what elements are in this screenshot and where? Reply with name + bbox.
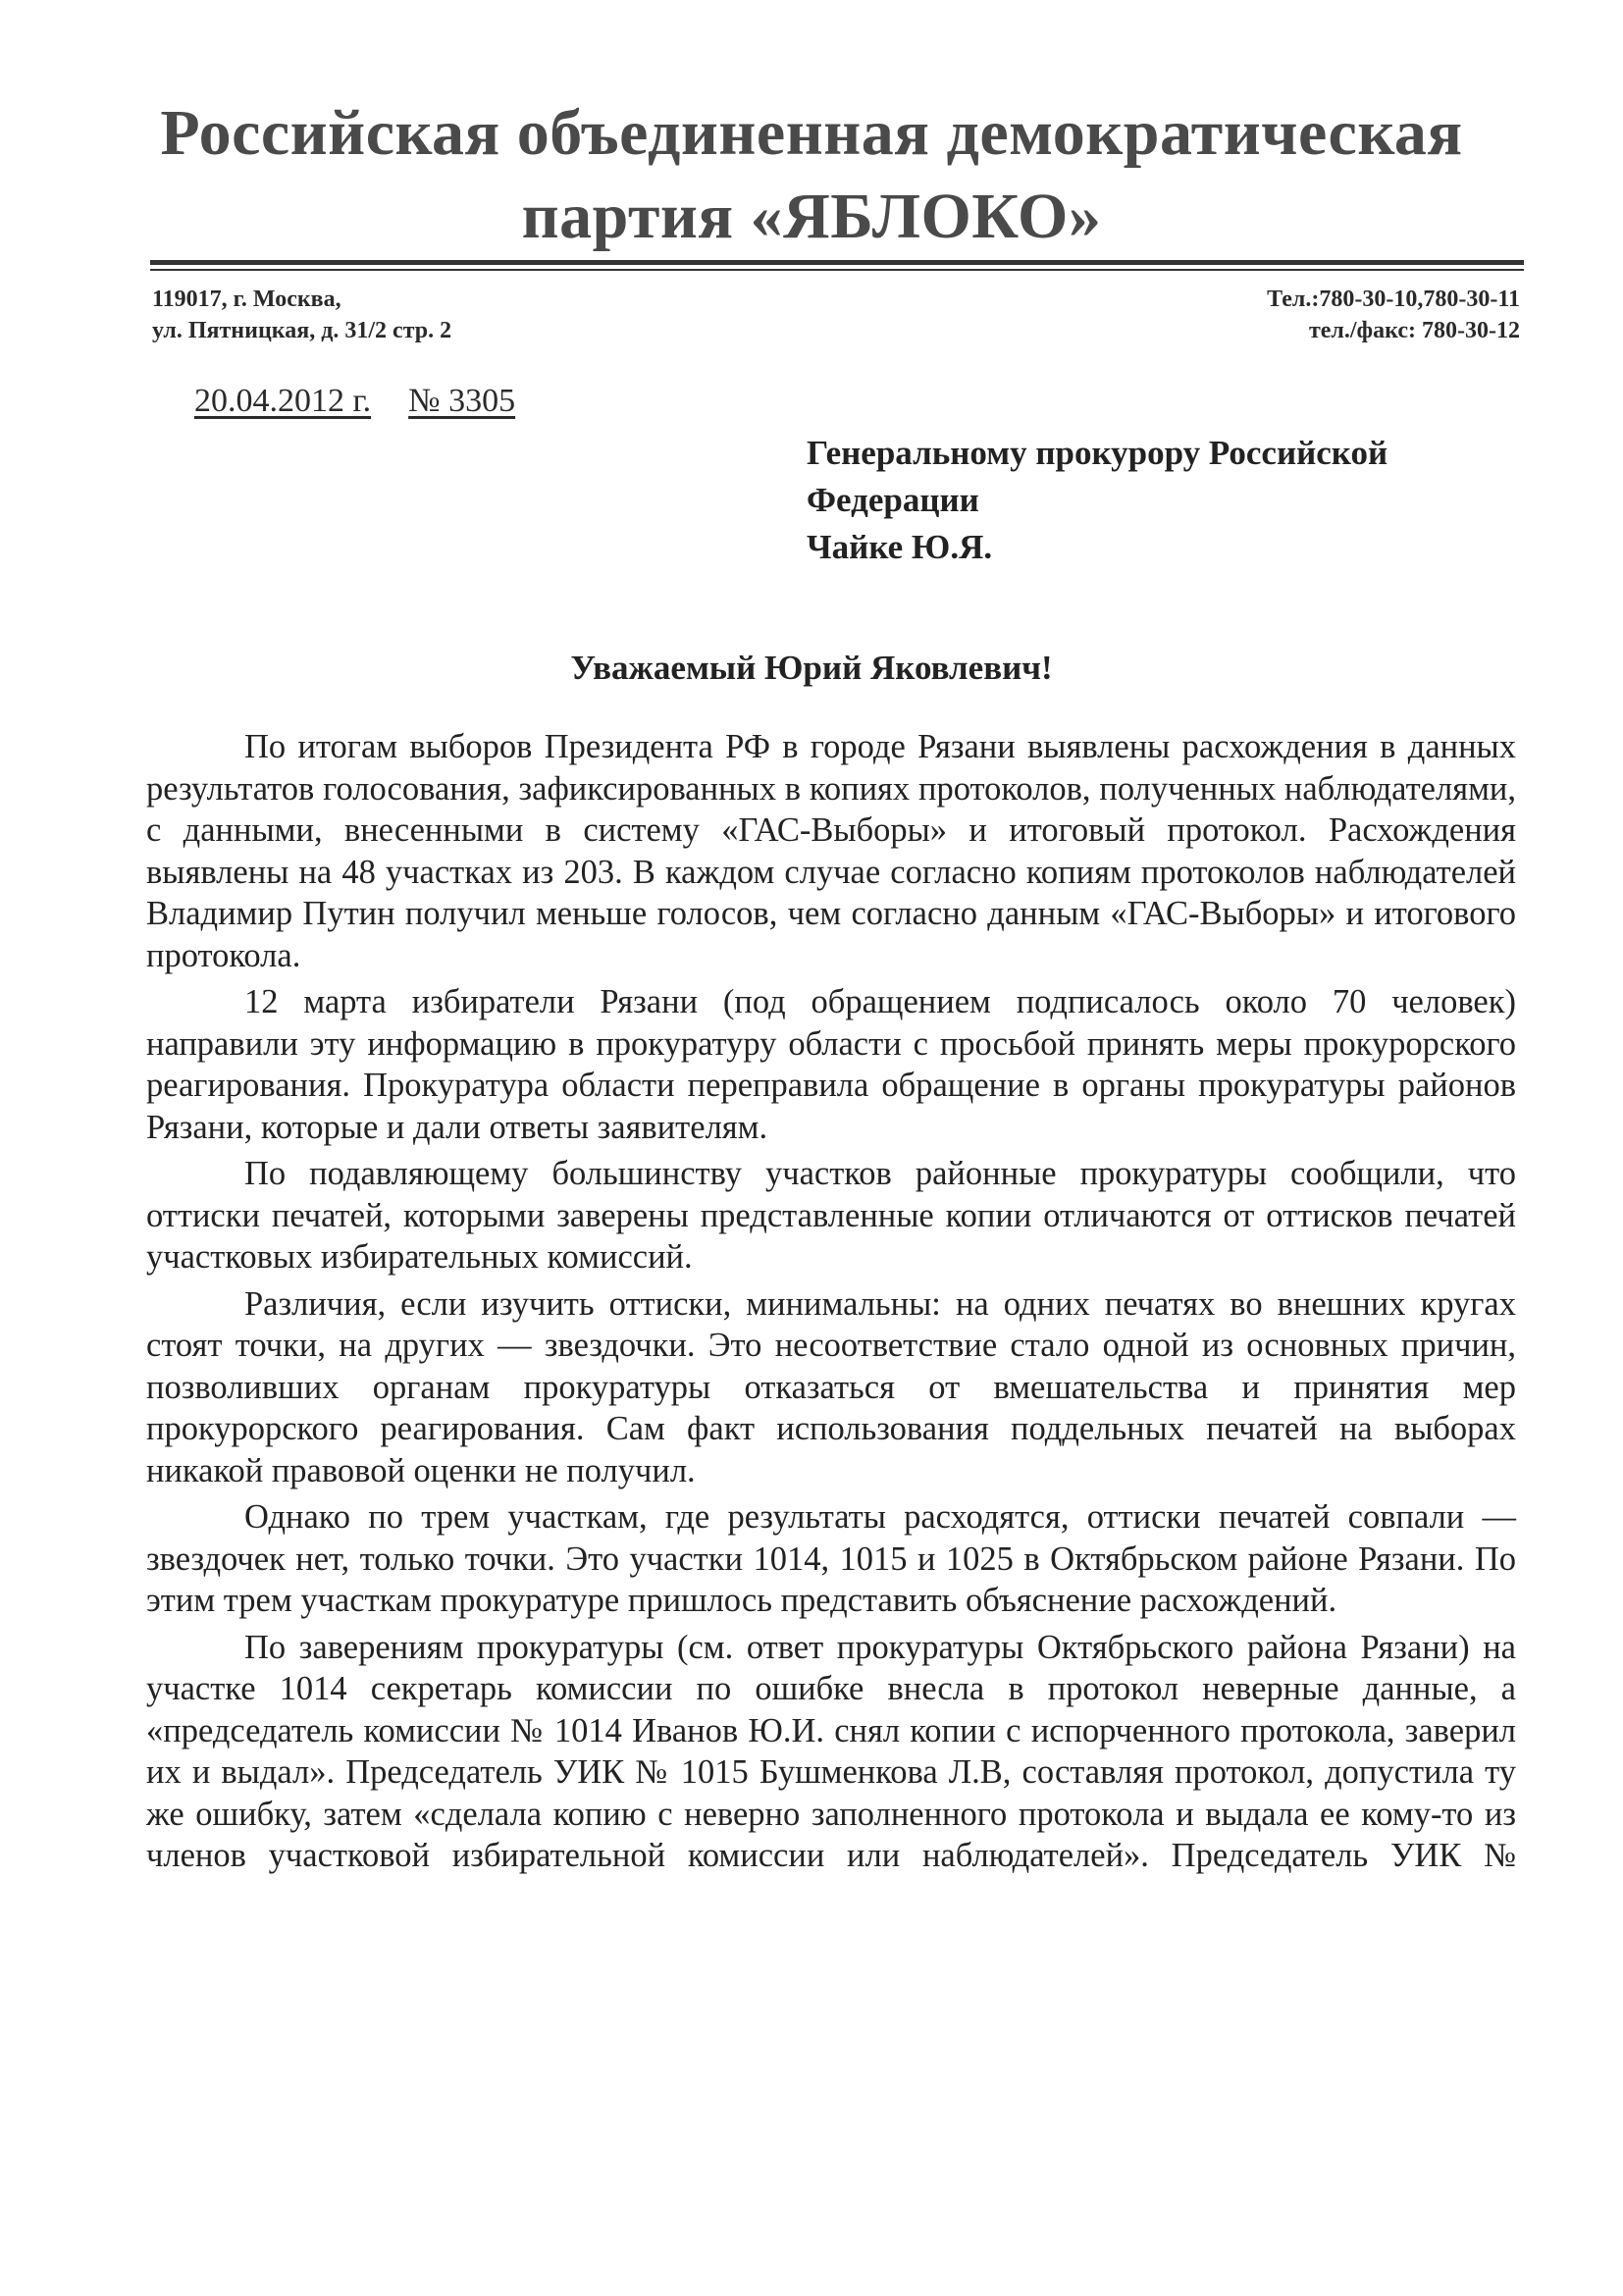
letter-body: [146, 726, 1516, 1882]
body-paragraph: Различия, если изучить оттиски, минимальны: на одних печатях во внешних кругах стоят точки, на других — звездочки. Это несоответствие стало одной из основных причин, позволивших органам прокуратуры отказаться от вмешательства и принятия мер прокурорского реагирования. Сам факт использования поддельных печатей на выборах никакой правовой оценки не получил.: [146, 1284, 1516, 1489]
body-paragraph: По подавляющему большинству участков районные прокуратуры сообщили, что оттиски печатей, которыми заверены представленные копии отличаются от оттисков печатей участковых избирательных комиссий.: [146, 1155, 1516, 1276]
recipient-block: [807, 430, 1387, 571]
postal-address: [152, 284, 451, 346]
recipient-line2: Федерации: [807, 481, 979, 519]
body-paragraph: Однако по трем участкам, где результаты расходятся, оттиски печатей совпали — звездочек нет, только точки. Это участки 1014, 1015 и 1025 в Октябрьском районе Рязани. По этим трем участкам прокуратуре пришлось представить объяснение расхождений.: [146, 1498, 1516, 1619]
address-line2: ул. Пятницкая, д. 31/2 стр. 2: [152, 318, 452, 343]
letterhead-rule-thick: [150, 260, 1524, 265]
salutation: Уважаемый Юрий Яковлевич!: [570, 649, 1053, 687]
org-name-line1: Российская объединенная демократическая: [160, 97, 1463, 169]
body-paragraph: По итогам выборов Президента РФ в городе Рязани выявлены расхождения в данных результатов голосования, зафиксированных в копиях протоколов, полученных наблюдателями, с данными, внесенными в систему «ГАС-Выборы» и итоговый протокол. Расхождения выявлены на 48 участках из 203. В каждом случае согласно копиям протоколов наблюдателей Владимир Путин получил меньше голосов, чем согласно данным «ГАС-Выборы» и итогового протокола.: [146, 728, 1516, 974]
phone-line2: тел./факс: 780-30-12: [1308, 318, 1520, 343]
document-number: № 3305: [408, 383, 516, 419]
contact-phones: [1267, 284, 1520, 346]
recipient-line3: Чайке Ю.Я.: [807, 528, 993, 566]
document-reference: [194, 383, 552, 420]
address-line1: 119017, г. Москва,: [152, 287, 341, 312]
body-paragraph: По заверениям прокуратуры (см. ответ прокуратуры Октябрьского района Рязани) на участке 1014 секретарь комиссии по ошибке внесла в протокол неверные данные, а «председатель комиссии № 1014 Иванов Ю.И. снял копии с испорченного протокола, заверил их и выдал». Председатель УИК № 1015 Бушменкова Л.В, составляя протокол, допустила ту же ошибку, затем «сделала копию с неверно заполненного протокола и выдала ее кому-то из членов участковой избирательной комиссии или наблюдателей». Председатель УИК №: [146, 1628, 1516, 1874]
document-date: 20.04.2012 г.: [194, 383, 372, 419]
phone-line1: Тел.:780-30-10,780-30-11: [1267, 287, 1520, 312]
body-paragraph: 12 марта избиратели Рязани (под обращением подписалось около 70 человек) направили эту информацию в прокуратуру области с просьбой принять меры прокурорского реагирования. Прокуратура области переправила обращение в органы прокуратуры районов Рязани, которые и дали ответы заявителям.: [146, 983, 1516, 1146]
org-name-line2: партия «ЯБЛОКО»: [521, 181, 1102, 252]
letterhead-rule-thin: [150, 269, 1524, 271]
recipient-line1: Генеральному прокурору Российской: [807, 434, 1388, 472]
